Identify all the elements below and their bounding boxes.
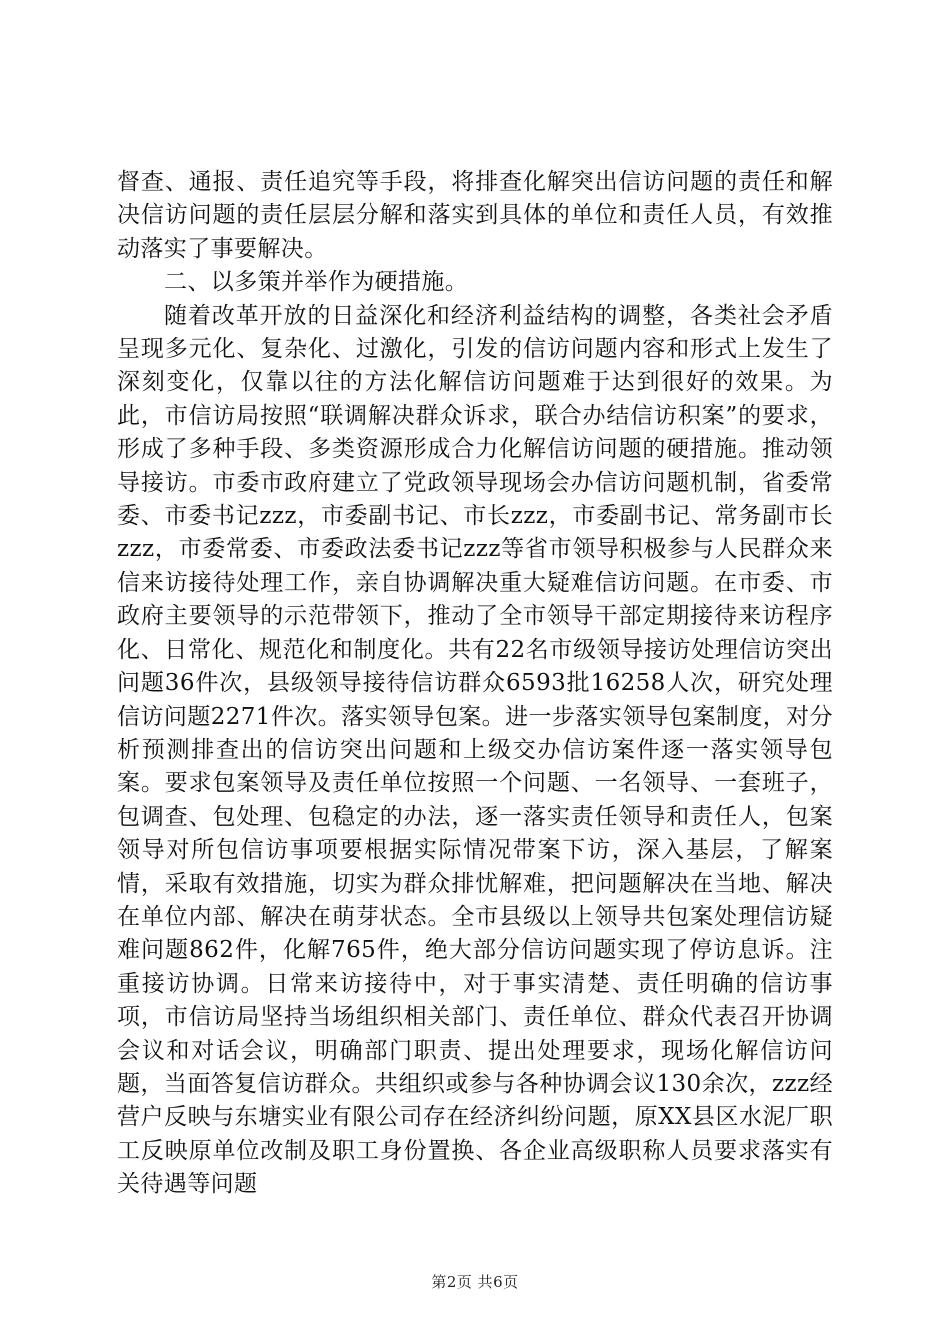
section-heading: 二、以多策并举作为硬措施。 <box>164 269 469 296</box>
page-footer: 第2页 共6页 <box>431 1273 519 1291</box>
document-body <box>117 166 833 1202</box>
paragraph-continuation: 督查、通报、责任追究等手段，将排查化解突出信访问题的责任和解决信访问题的责任层层分解和落实到具体的单位和责任人员，有效推动落实了事要解决。 <box>117 169 833 262</box>
paragraph-body: 随着改革开放的日益深化和经济利益结构的调整，各类社会矛盾呈现多元化、复杂化、过激化，引发的信访问题内容和形式上发生了深刻变化，仅靠以往的方法化解信访问题难于达到很好的效果。为此，市信访局按照“联调解决群众诉求，联合办结信访积案”的要求，形成了多种手段、多类资源形成合力化解信访问题的硬措施。推动领导接访。市委市政府建立了党政领导现场会办信访问题机制，省委常委、市委书记zzz，市委副书记、市长zzz，市委副书记、常务副市长zzz，市委常委、市委政法委书记zzz等省市领导积极参与人民群众来信来访接待处理工作，亲自协调解决重大疑难信访问题。在市委、市政府主要领导的示范带领下，推动了全市领导干部定期接待来访程序化、日常化、规范化和制度化。共有22名市级领导接访处理信访突出问题36件次，县级领导接待信访群众6593批16258人次，研究处理信访问题2271件次。落实领导包案。进一步落实领导包案制度，对分析预测排查出的信访突出问题和上级交办信访案件逐一落实领导包案。要求包案领导及责任单位按照一个问题、一名领导、一套班子，包调查、包处理、包稳定的办法，逐一落实责任领导和责任人，包案领导对所包信访事项要根据实际情况带案下访，深入基层，了解案情，采取有效措施，切实为群众排忧解难，把问题解决在当地、解决在单位内部、解决在萌芽状态。全市县级以上领导共包案处理信访疑难问题862件，化解765件，绝大部分信访问题实现了停访息诉。注重接访协调。日常来访接待中，对于事实清楚、责任明确的信访事项，市信访局坚持当场组织相关部门、责任单位、群众代表召开协调会议和对话会议，明确部门职责、提出处理要求，现场化解信访问题，当面答复信访群众。共组织或参与各种协调会议130余次，zzz经营户反映与东塘实业有限公司存在经济纠纷问题，原XX县区水泥厂职工反映原单位改制及职工身份置换、各企业高级职称人员要求落实有关待遇等问题 <box>117 302 833 1198</box>
